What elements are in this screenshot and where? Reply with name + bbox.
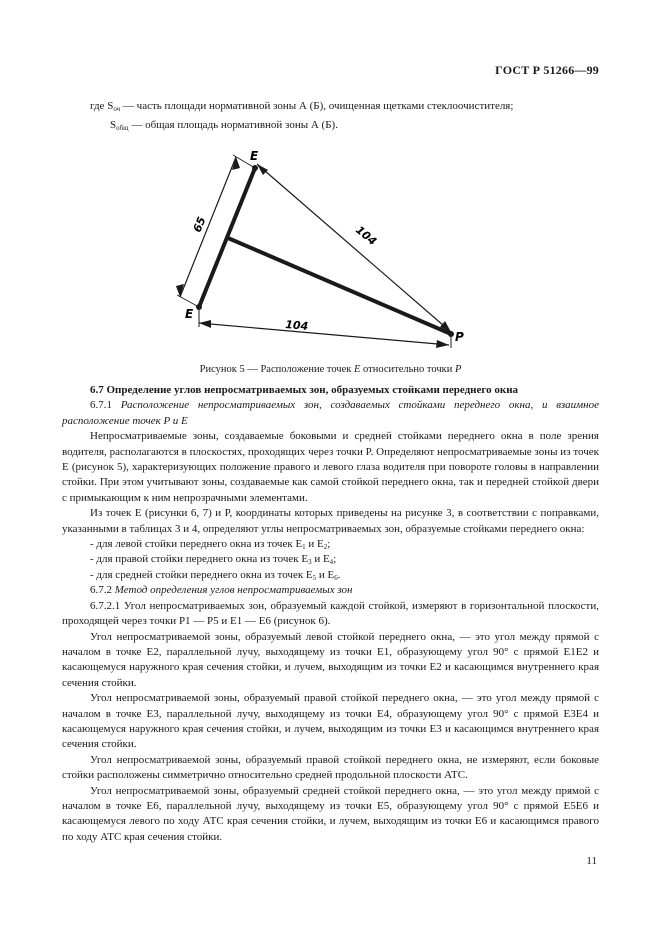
point-e-top [252,165,258,171]
arrow-diag-top [257,164,268,175]
dim-label-104-diag: 104 [353,223,380,249]
def2-sub: общ [116,124,129,132]
dim-line-104-diag [257,164,451,332]
paragraph-4: Угол непросматриваемой зоны, образуемый левой стойкой переднего окна, — это угол между прямой с началом в точке E2, параллельной лучу, выходящему из точки E1, образующему угол 90° с прямой E1E2 и касающемуся наружного края сечения стойки, и лучем, выходящим из точки E2 и касающимся внутреннего края сечения стойки. [62,630,599,689]
definition-s-och [90,99,599,114]
definition-s-obsh [110,118,599,133]
section-heading: 6.7 Определение углов непросматриваемых зон, образуемых стойками переднего окна [90,384,519,396]
arrow-bottom-right [436,340,449,348]
arrow-bottom-left [199,320,211,328]
ee-segment [199,168,255,307]
section-body [62,383,599,845]
paragraph-2: Из точек E (рисунки 6, 7) и P, координаты которых приведены на рисунке 3, в соответствии с поправками, указанными в таблицах 3 и 4, определяют углы непросматриваемых зон, образуемые стойками переднего окна: [62,507,599,535]
dim-label-104-bottom: 104 [284,318,309,333]
def1-text: — часть площади нормативной зоны А (Б), очищенная щетками стеклоочистителя; [120,100,514,112]
page-number: 11 [586,855,597,867]
subsection-672-title: Метод определения углов непросматриваемых зон [114,584,353,597]
dim-label-65: 65 [190,215,209,235]
def2-text: — общая площадь нормативной зоны А (Б). [128,119,338,131]
label-e-bottom: E [185,307,194,321]
ext-line-bottom [177,295,199,307]
def1-prefix: где S [90,100,114,112]
paragraph-5: Угол непросматриваемой зоны, образуемый правой стойкой переднего окна, — это угол между прямой с началом в точке E3, параллельной лучу, выходящему из точки E4, образующему угол 90° с прямой E3E4 и касающемуся наружного края сечения стойки, и лучем, выходящим из точки E3 и касающимся внутреннего края сечения стойки. [62,692,599,751]
mid-to-p-segment [228,238,451,334]
label-p: P [455,330,464,344]
subsection-672-number: 6.7.2 [90,584,112,597]
paragraph-7: Угол непросматриваемой зоны, образуемый средней стойкой переднего окна, — это угол между прямой с началом в точке E6, параллельной лучу, выходящему из точки E5, образующему угол 90° с прямой E5E6 и касающемуся левого по ходу АТС края сечения стойки, и лучем, выходящим из точки E6 и касающимся правого по ходу АТС края сечения стойки. [62,784,599,843]
subsection-671-number: 6.7.1 [90,399,112,412]
paragraph-3: 6.7.2.1 Угол непросматриваемых зон, образуемый каждой стойкой, измеряют в горизонтальной плоскости, проходящей через точки P1 — P5 и E1 — E6 (рисунок 6). [62,599,599,628]
paragraph-6: Угол непросматриваемой зоны, образуемый правой стойкой переднего окна, не измеряют, если боковые стойки расположены симметрично относительно средней продольной плоскости АТС. [62,753,599,782]
document-header: ГОСТ Р 51266—99 [495,63,599,77]
point-p [448,331,454,337]
subsection-671-title: Расположение непросматриваемых зон, создаваемых стойками переднего окна, и взаимное расположение точек P и E [62,399,599,427]
def2-prefix: S [110,119,117,131]
dim-line-104-bottom [199,323,449,345]
list-item: - для левой стойки переднего окна из точек $E_1$ и $E_2$; [90,538,331,552]
dim-line-65 [180,157,236,297]
paragraph-1: Непросматриваемые зоны, создаваемые боковыми и средней стойками переднего окна в поле зрения водителя, располагаются в плоскостях, проходящих через точки P. Определяют непросматриваемые зоны из точек E (рисунок 5), характеризующих положение правого и левого глаза водителя при повороте головы в направлении стойки. При этом учитывают зоны, создаваемые как самой стойкой переднего окна, так и передней стойкой двери с примыкающим к ним непрозрачными элементами. [62,430,599,504]
list-item: - для средней стойки переднего окна из точек $E_5$ и $E_6$. [90,568,341,582]
figure-5-diagram [160,140,480,355]
figure-caption: Рисунок 5 — Расположение точек E относительно точки P [199,364,462,375]
def1-sub: оч [113,105,121,113]
point-e-bottom [196,304,202,310]
label-e-top: E [250,149,259,163]
list-item: - для правой стойки переднего окна из точек $E_3$ и $E_4$; [90,553,337,567]
